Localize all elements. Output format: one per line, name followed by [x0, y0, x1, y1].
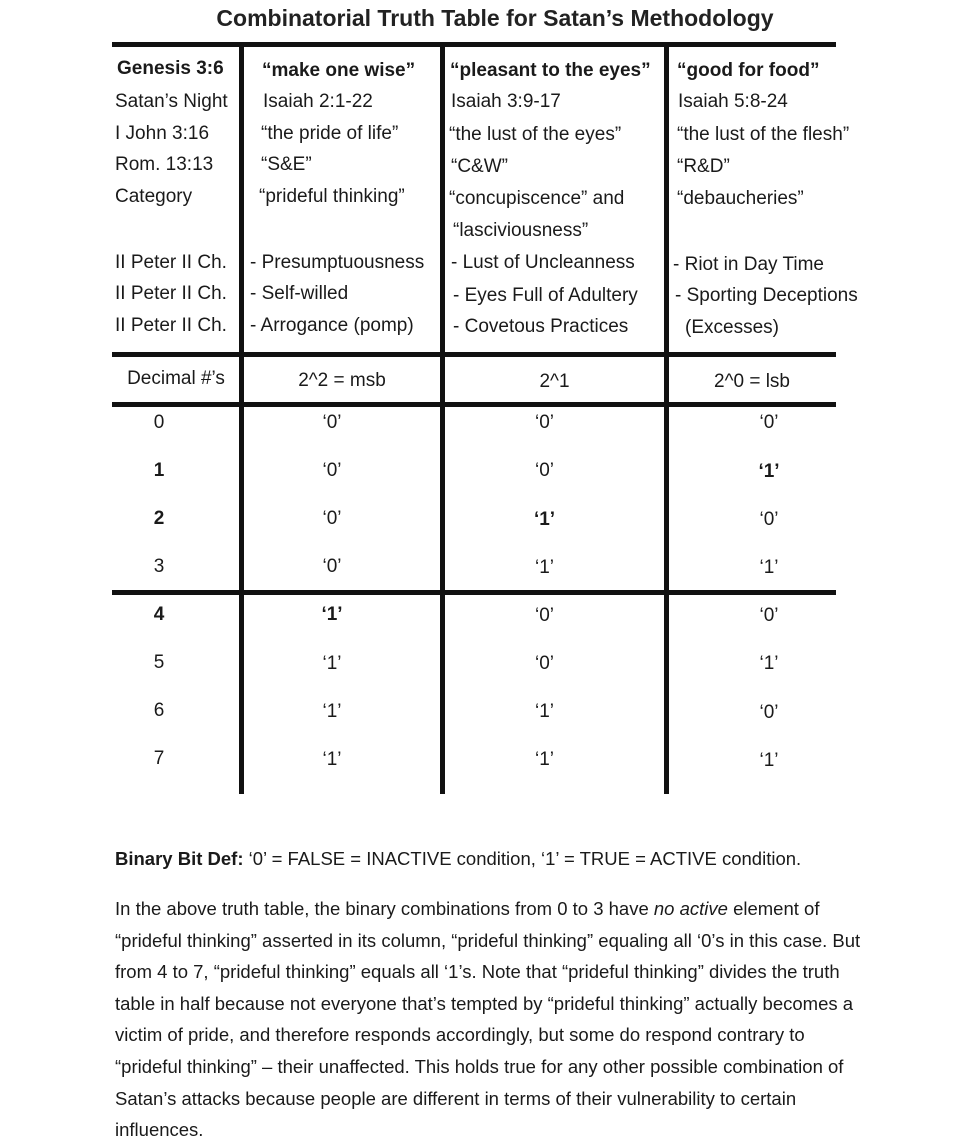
- bit-cell: ‘0’: [534, 460, 554, 481]
- decimal-cell: 3: [153, 556, 165, 577]
- document-title: Combinatorial Truth Table for Satan’s Methodology: [216, 5, 774, 31]
- decimal-header: Decimal #’s: [127, 368, 225, 389]
- row-cell: Isaiah 3:9-17: [451, 91, 561, 112]
- row-cell: - Presumptuousness: [250, 252, 425, 273]
- bit-cell: ‘1’: [533, 509, 556, 530]
- bit-cell: ‘0’: [322, 508, 342, 529]
- paragraph-emphasis: no active: [653, 898, 728, 919]
- row-cell: “prideful thinking”: [259, 186, 405, 207]
- bit-cell: ‘0’: [322, 412, 342, 433]
- row-cell: “concupiscence” and: [449, 188, 625, 209]
- table-top-rule: [112, 42, 836, 47]
- row-cell: “C&W”: [451, 156, 508, 177]
- half-divider-rule: [112, 590, 836, 595]
- row-cell: Isaiah 5:8-24: [678, 91, 788, 112]
- bit2-header: 2^2 = msb: [298, 370, 386, 391]
- header-bottom-rule: [112, 352, 836, 357]
- decimal-cell: 5: [153, 652, 165, 673]
- bit-cell: ‘1’: [759, 557, 779, 578]
- row-label: II Peter II Ch.: [115, 283, 227, 304]
- bit-cell: ‘0’: [534, 653, 554, 674]
- row-cell: - Lust of Uncleanness: [451, 252, 635, 273]
- header-pleasant-to-eyes: “pleasant to the eyes”: [450, 60, 651, 81]
- bit-cell: ‘1’: [322, 701, 342, 722]
- definition-text: ‘0’ = FALSE = INACTIVE condition, ‘1’ = TRUE = ACTIVE condition.: [243, 848, 802, 869]
- bit-cell: ‘1’: [534, 749, 554, 770]
- bit-cell: ‘0’: [322, 556, 342, 577]
- bit-cell: ‘0’: [759, 702, 779, 723]
- row-cell: (Excesses): [685, 317, 779, 338]
- row-cell: - Eyes Full of Adultery: [453, 285, 638, 306]
- row-label: II Peter II Ch.: [115, 252, 227, 273]
- bit-cell: ‘0’: [534, 412, 554, 433]
- row-cell: “debaucheries”: [677, 188, 804, 209]
- bit-cell: ‘0’: [534, 605, 554, 626]
- header-genesis: Genesis 3:6: [117, 58, 224, 79]
- row-cell: - Arrogance (pomp): [250, 315, 414, 336]
- decimal-cell: 2: [153, 508, 165, 529]
- explanation-paragraph: [115, 893, 875, 1146]
- row-cell: “S&E”: [261, 154, 312, 175]
- bit-cell: ‘0’: [759, 412, 779, 433]
- bit-header-bottom-rule: [112, 402, 836, 407]
- header-good-for-food: “good for food”: [677, 60, 820, 81]
- row-cell: “R&D”: [677, 156, 730, 177]
- bit-cell: ‘1’: [534, 701, 554, 722]
- bit0-header: 2^0 = lsb: [714, 371, 790, 392]
- row-label: Rom. 13:13: [115, 154, 214, 175]
- bit-cell: ‘1’: [534, 557, 554, 578]
- bit-cell: ‘1’: [322, 653, 342, 674]
- row-cell: “the lust of the eyes”: [449, 124, 622, 145]
- bit-cell: ‘1’: [758, 461, 780, 482]
- decimal-cell: 0: [153, 412, 165, 433]
- row-label: Satan’s Night: [115, 91, 228, 112]
- bit-cell: ‘0’: [759, 605, 779, 626]
- bit-cell: ‘0’: [322, 460, 342, 481]
- row-cell: “the pride of life”: [261, 123, 399, 144]
- row-cell: “the lust of the flesh”: [677, 124, 850, 145]
- row-cell: - Riot in Day Time: [673, 254, 824, 275]
- row-cell: “lasciviousness”: [453, 220, 589, 241]
- decimal-cell: 7: [153, 748, 165, 769]
- bit-cell: ‘1’: [759, 653, 779, 674]
- decimal-cell: 1: [153, 460, 165, 481]
- row-cell: - Covetous Practices: [453, 316, 629, 337]
- paragraph-text-start: In the above truth table, the binary combinations from 0 to 3 have: [115, 898, 654, 919]
- binary-bit-definition: [115, 848, 801, 870]
- definition-label: Binary Bit Def:: [115, 848, 244, 869]
- bit1-header: 2^1: [539, 371, 570, 392]
- decimal-cell: 4: [153, 604, 165, 625]
- bit-cell: ‘1’: [759, 750, 779, 771]
- bit-cell: ‘0’: [759, 509, 779, 530]
- row-cell: Isaiah 2:1-22: [263, 91, 373, 112]
- row-cell: - Sporting Deceptions: [675, 285, 858, 306]
- decimal-cell: 6: [153, 700, 165, 721]
- row-label: I John 3:16: [115, 123, 210, 144]
- row-cell: - Self-willed: [250, 283, 349, 304]
- bit-cell: ‘1’: [321, 604, 343, 625]
- bit-cell: ‘1’: [322, 749, 342, 770]
- row-label: II Peter II Ch.: [115, 315, 227, 336]
- paragraph-text-rest: element of “prideful thinking” asserted in its column, “prideful thinking” equaling all ‘0’s in this case. But from 4 to 7, “prideful thinking” equals all ‘1’s. Note that “prideful thinking” divides the truth table in half because not everyone that’s tempted by “prideful thinking” actually becomes a victim of pride, and therefore responds accordingly, but some do respond contrary to “prideful thinking” – their unaffected. This holds true for any other possible combination of Satan’s attacks because people are different in terms of their vulnerability to certain influences.: [115, 898, 861, 1141]
- row-label: Category: [115, 186, 193, 207]
- header-make-one-wise: “make one wise”: [262, 60, 416, 81]
